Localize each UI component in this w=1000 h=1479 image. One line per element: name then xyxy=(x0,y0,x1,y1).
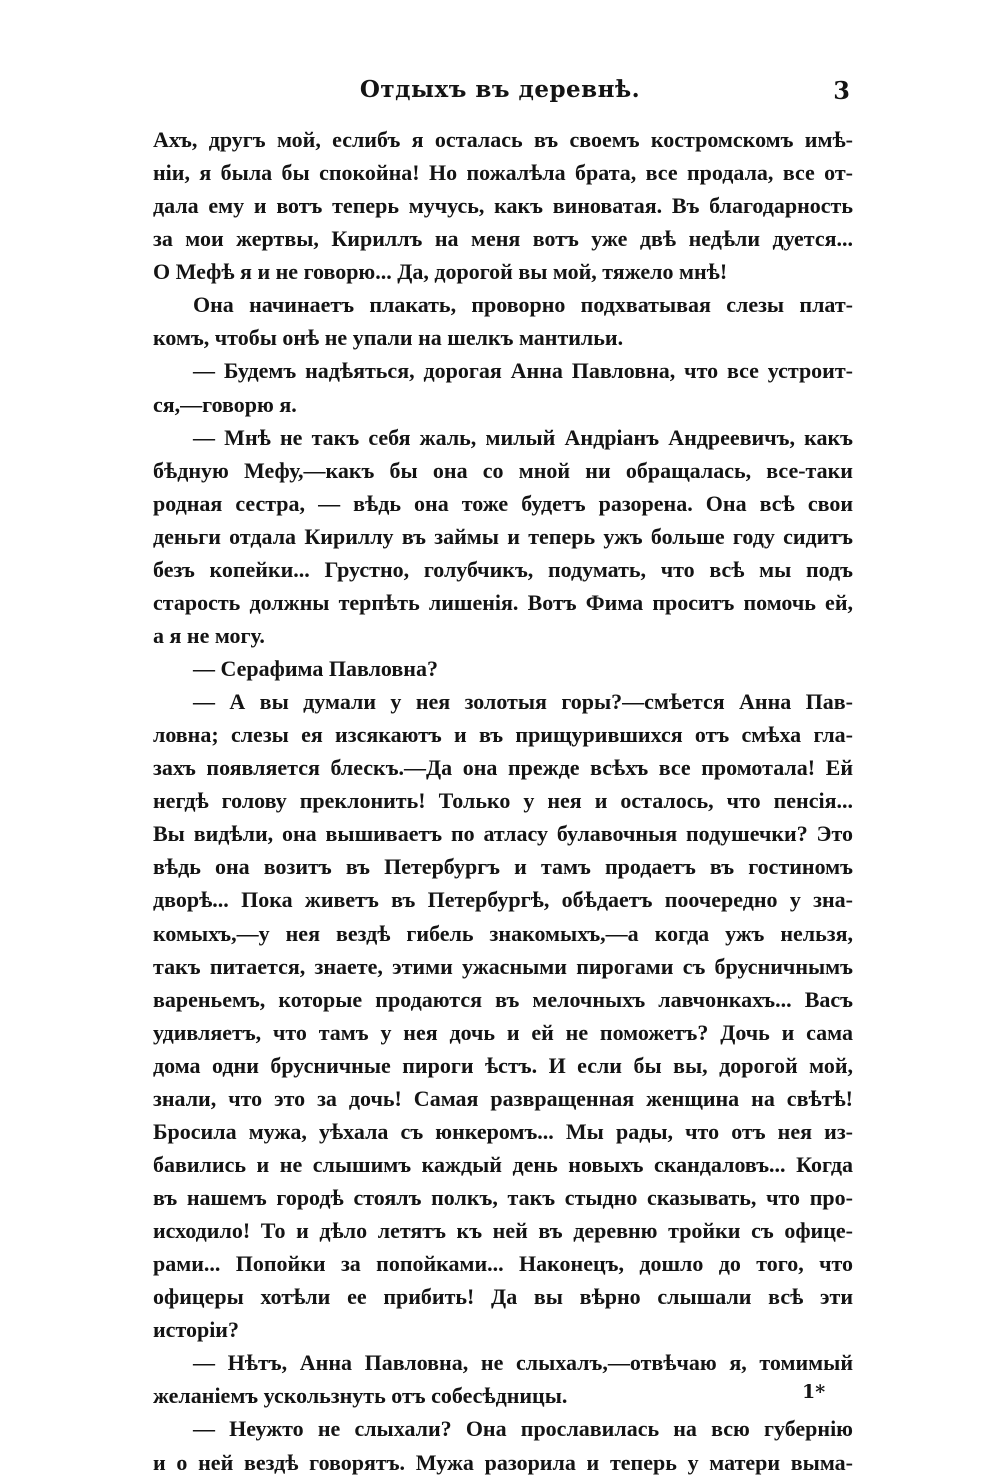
text-line: рами... Попойки за попойками... Наконецъ, дошло до того, что xyxy=(153,1251,853,1277)
text-line: дворѣ... Пока живетъ въ Петербургѣ, обѣдаетъ поочередно у зна- xyxy=(153,887,853,913)
text-line: за мои жертвы, Кириллъ на меня вотъ уже двѣ недѣли дуется... xyxy=(153,226,853,252)
text-line: знали, что это за дочь! Самая развращенная женщина на свѣтѣ! xyxy=(153,1085,853,1111)
text-line: — Нѣтъ, Анна Павловна, не слыхалъ,—отвѣчаю я, томимый xyxy=(193,1350,853,1376)
text-line: негдѣ голову преклонить! Только у нея и осталось, что пенсія... xyxy=(153,788,853,814)
text-line: ся,—говорю я. xyxy=(153,391,297,417)
text-line: старость должны терпѣть лишенія. Вотъ Фима проситъ помочь ей, xyxy=(153,589,853,615)
signature-mark: 1* xyxy=(802,1381,826,1403)
text-line: Вы видѣли, она вышиваетъ по атласу булавочныя подушечки? Это xyxy=(153,821,853,847)
text-line: дома одни брусничные пироги ѣстъ. И если бы вы, дорогой мой, xyxy=(153,1052,853,1078)
text-line: деньги отдала Кириллу въ займы и теперь ужъ больше году сидитъ xyxy=(153,523,853,549)
text-line: комъ, чтобы онѣ не упали на шелкъ мантильи. xyxy=(153,325,624,351)
text-line: комыхъ,—у нея вездѣ гибель знакомыхъ,—а когда ужъ нельзя, xyxy=(153,920,853,946)
text-line: въ нашемъ городѣ стоялъ полкъ, такъ стыдно сказывать, что про- xyxy=(153,1185,853,1210)
text-line: исходило! То и дѣло летятъ къ ней въ деревню тройки съ офице- xyxy=(153,1218,853,1244)
page-number: 3 xyxy=(833,76,850,105)
text-line: безъ копейки... Грустно, голубчикъ, подумать, что всѣ мы подъ xyxy=(153,556,853,582)
text-line: ніи, я была бы спокойна! Но пожалѣла брата, все продала, все от- xyxy=(153,160,853,186)
text-line: бавились и не слышимъ каждый день новыхъ скандаловъ... Когда xyxy=(153,1151,853,1177)
page-header xyxy=(150,76,850,112)
text-line: офицеры хотѣли ее прибить! Да вы вѣрно слышали всѣ эти xyxy=(153,1284,853,1310)
text-line: — Серафима Павловна? xyxy=(193,656,438,681)
text-line: бѣдную Мефу,—какъ бы она со мной ни обращалась, все-таки xyxy=(153,457,853,483)
text-line: — Неужто не слыхали? Она прославилась на всю губернію xyxy=(193,1416,853,1442)
text-line: — Мнѣ не такъ себя жаль, милый Андріанъ Андреевичъ, какъ xyxy=(193,424,853,450)
running-title: Отдыхъ въ деревнѣ. xyxy=(359,76,641,103)
text-line: Ахъ, другъ мой, еслибъ я осталась въ своемъ костромскомъ имѣ- xyxy=(153,127,853,152)
text-line: О Мефѣ я и не говорю... Да, дорогой вы мой, тяжело мнѣ! xyxy=(153,259,728,285)
text-line: — Будемъ надѣяться, дорогая Анна Павловна, что все устроит- xyxy=(193,358,853,384)
text-line: исторіи? xyxy=(153,1317,239,1343)
text-line: а я не могу. xyxy=(153,622,265,648)
text-line: ловна; слезы ея изсякаютъ и въ прищурившихся отъ смѣха гла- xyxy=(153,722,853,748)
text-line: и о ней вездѣ говорятъ. Мужа разорила и теперь у матери выма- xyxy=(153,1449,853,1475)
text-line: захъ появляется блескъ.—Да она прежде всѣхъ все промотала! Ей xyxy=(153,755,853,781)
text-line: родная сестра, — вѣдь она тоже будетъ разорена. Она всѣ свои xyxy=(153,490,853,516)
text-line: Она начинаетъ плакать, проворно подхватывая слезы плат- xyxy=(193,292,853,318)
text-line: вареньемъ, которые продаются въ мелочныхъ лавчонкахъ... Васъ xyxy=(153,986,853,1012)
text-line: желаніемъ ускользнуть отъ собесѣдницы. xyxy=(153,1383,568,1409)
text-line: дала ему и вотъ теперь мучусь, какъ виноватая. Въ благодарность xyxy=(153,193,853,219)
text-line: вѣдь она возитъ въ Петербургъ и тамъ продаетъ въ гостиномъ xyxy=(153,854,853,880)
text-line: такъ питается, знаете, этими ужасными пирогами съ брусничнымъ xyxy=(153,953,853,979)
body-text xyxy=(153,123,853,1479)
text-line: удивляетъ, что тамъ у нея дочь и ей не поможетъ? Дочь и сама xyxy=(153,1019,853,1045)
text-line: Бросила мужа, уѣхала съ юнкеромъ... Мы рады, что отъ нея из- xyxy=(153,1118,853,1144)
text-line: — А вы думали у нея золотыя горы?—смѣется Анна Пав- xyxy=(193,689,853,715)
